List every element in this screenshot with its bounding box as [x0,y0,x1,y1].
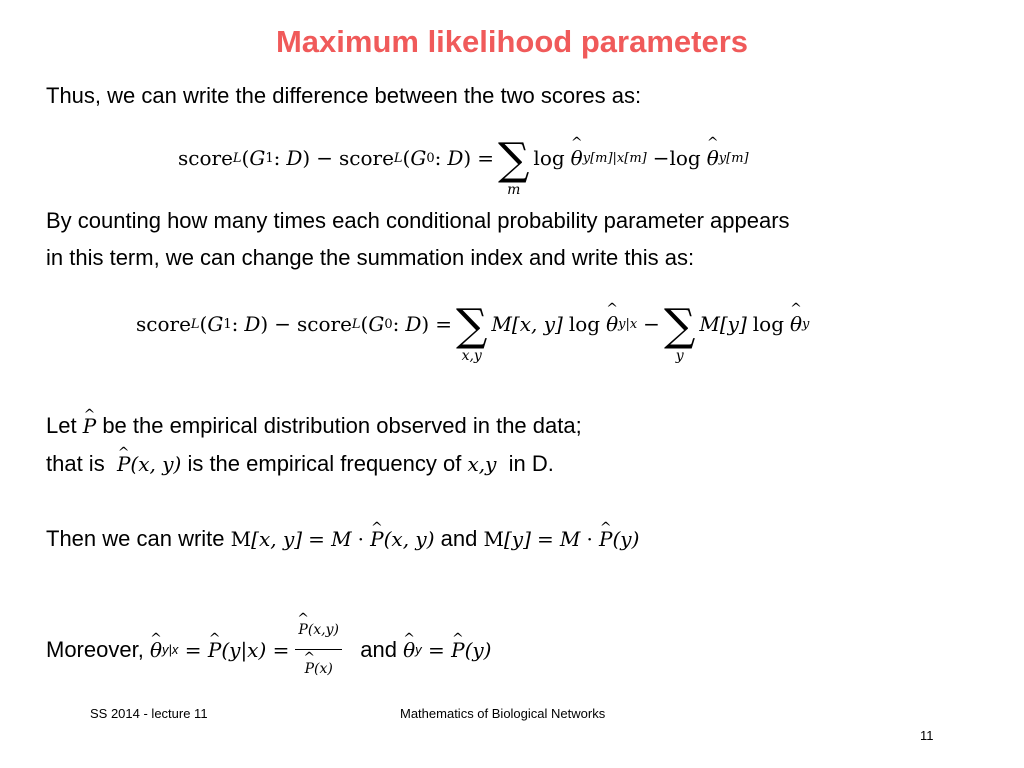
then-m-b: M [331,527,352,551]
eq1-sum-index: m [507,182,521,198]
frac-den-args: (x) [313,661,333,677]
counting-text-line2: in this term, we can change the summation index and write this as: [46,245,695,270]
moreover-prefix: Moreover, [46,636,144,662]
then-pxy: (x, y) [383,527,435,551]
eq2-theta-a: ^ θ [606,312,618,336]
eq1-d-b: D [447,146,464,170]
counting-text-line1: By counting how many times each conditional probability parameter appears [46,208,790,233]
slide-title: Maximum likelihood parameters [275,24,749,59]
thatis-line [46,446,554,482]
moreover-py: (y) [464,637,492,662]
frac-num-args: (x,y) [307,622,339,638]
then-y-bracket: [y] [503,527,531,551]
moreover-and: and [360,636,397,662]
eq2-g1: G [207,312,224,336]
eq2-log-a: log [568,312,601,336]
eq2-count-y: M[y] [699,312,747,336]
moreover-p-y-given-x: (y|x) [221,637,267,662]
equation-score-difference-counts: score L ( G 1 : D ) − score L ( G 0 : D ) = ∑ x,y M[x, y] log ^ θ y|x − ∑ y M[y] log ^ θ y [136,294,809,354]
moreover-theta-a: ^ θ [150,632,162,668]
moreover-sub-y: y [415,641,422,657]
then-xy-bracket: [x, y] [251,527,303,551]
eq2-sum-y: ∑ y [663,300,696,364]
eq1-log-a: log [533,146,565,170]
thatis-prefix: that is [46,451,105,476]
eq2-score-a: score [136,312,191,336]
moreover-p-hat-b: ^ P [451,632,464,668]
thatis-p-hat: ^ P [117,446,130,482]
eq2-g0: G [368,312,385,336]
then-p-hat-a: ^ P [370,521,383,557]
frac-num-p: ^ P [298,612,307,648]
let-p-hat: ^ P [83,408,96,444]
eq2-score-b: score [297,312,352,336]
eq1-sub-0: 0 [426,150,435,166]
thatis-pxy: (x, y) [130,452,182,476]
eq1-d-a: D [286,146,303,170]
frac-den-p: ^ P [305,651,314,687]
then-prefix: Then we can write [46,526,225,551]
moreover-sub-y-given-x: y|x [162,641,179,657]
eq1-g0: G [410,146,427,170]
eq1-sub-l-a: L [232,150,242,166]
then-m-d: M [559,527,581,551]
eq2-theta-b: ^ θ [790,312,802,336]
moreover-line: Moreover, ^ θ y|x = ^ P (y|x) = ^ P(x,y) ^ P(x) and ^ θ y = ^ P (y) [46,612,491,687]
thatis-vars: x,y [467,452,497,476]
eq2-sub-l-a: L [190,316,200,332]
eq1-sub-ym: y[m] [718,150,749,166]
eq2-d-a: D [244,312,261,336]
equation-score-difference: score L ( G 1 : D ) − score L ( G 0 : D ) = ∑ m log ^ θ y[m]|x[m] − log ^ θ y[m] [178,128,749,188]
eq2-log-b: log [752,312,784,336]
eq2-sub-0: 0 [384,316,393,332]
then-py: (y) [612,527,640,551]
eq1-theta-b: ^ θ [707,146,719,170]
then-m-c: M [483,527,504,551]
eq2-d-b: D [405,312,422,336]
then-and: and [440,526,478,551]
eq1-score-b: score [339,146,394,170]
eq2-count-xy: M[x, y] [491,312,563,336]
eq2-sub-y-given-x: y|x [618,316,638,332]
moreover-p-hat-a: ^ P [208,632,221,668]
then-line: Then we can write M[x, y] = M · ^ P(x, y) and M[y] = M · ^ P(y) [46,521,639,557]
eq1-g1: G [249,146,266,170]
eq2-sub-y: y [802,316,810,332]
eq1-score-a: score [178,146,233,170]
moreover-theta-b: ^ θ [403,632,415,668]
eq2-sub-l-b: L [351,316,361,332]
eq1-sub-l-b: L [393,150,403,166]
footer-lecture: SS 2014 - lecture 11 [90,706,208,721]
eq2-sum-index-y: y [675,348,684,364]
eq1-sum-m: ∑ m [498,134,530,198]
eq1-log-b: log [669,146,701,170]
moreover-fraction [295,612,342,687]
footer-course: Mathematics of Biological Networks [400,706,606,721]
eq2-sub-1: 1 [223,316,232,332]
eq2-sum-index-xy: x,y [461,348,482,364]
then-p-hat-b: ^ P [599,521,612,557]
let-prefix: Let [46,413,77,438]
eq2-sum-xy: ∑ x,y [456,300,488,364]
eq1-sub-1: 1 [265,150,274,166]
page-number: 11 [920,728,934,743]
thatis-mid: is the empirical frequency of [187,451,462,476]
eq1-sub-ym-xm: y[m]|x[m] [582,150,647,166]
thatis-suffix: in D. [508,451,554,476]
intro-text: Thus, we can write the difference between the two scores as: [46,83,642,108]
let-suffix: be the empirical distribution observed in the data; [102,413,582,438]
then-m-a: M [230,527,252,551]
eq1-theta-a: ^ θ [571,146,583,170]
